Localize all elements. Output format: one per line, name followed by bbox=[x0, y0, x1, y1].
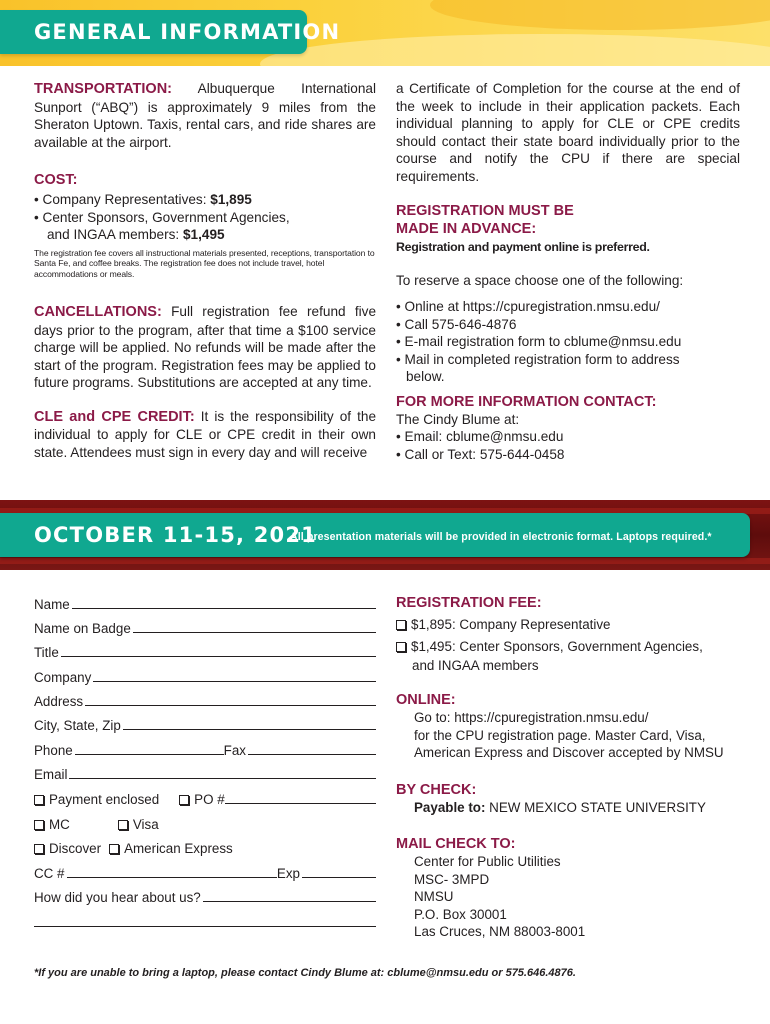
transportation-text: Albuquerque International Sunport (“ABQ”) is approximately 9 miles from the Sheraton Uptown. Taxis, rental cars, and ride shares are available at the airport. bbox=[34, 81, 376, 150]
cost-item-sponsor-line2 bbox=[34, 226, 376, 244]
name-on-badge-field[interactable] bbox=[34, 616, 376, 636]
page-title: GENERAL INFORMATION bbox=[34, 20, 341, 44]
cost-item-company-label: • Company Representatives: bbox=[34, 192, 211, 207]
visa-label: Visa bbox=[132, 817, 159, 832]
amex-option[interactable] bbox=[109, 841, 233, 856]
cle-text: It is the responsibility of the individual to apply for CLE or CPE credit in their own state. Attendees must sign in every day and will receive bbox=[34, 408, 376, 460]
event-note: All presentation materials will be provided in electronic format. Laptops required.* bbox=[290, 531, 712, 543]
event-dates: OCTOBER 11-15, 2021 bbox=[34, 523, 317, 547]
card-row-1 bbox=[34, 812, 376, 832]
payment-row bbox=[34, 787, 376, 807]
by-check-heading: BY CHECK: bbox=[396, 781, 477, 798]
fee-option-sponsor[interactable] bbox=[396, 638, 703, 656]
registration-fee-heading: REGISTRATION FEE: bbox=[396, 595, 542, 611]
registration-advance-heading-line2: MADE IN ADVANCE: bbox=[396, 221, 537, 237]
how-heard-field[interactable] bbox=[34, 885, 376, 905]
cost-item-sponsor-label: and INGAA members: bbox=[47, 227, 183, 242]
registration-info bbox=[396, 594, 740, 941]
payable-to bbox=[396, 799, 740, 817]
phone-fax-row bbox=[34, 738, 376, 758]
exp-label: Exp bbox=[276, 866, 300, 881]
visa-option[interactable] bbox=[118, 817, 159, 832]
more-info-name: The Cindy Blume at: bbox=[396, 411, 520, 427]
po-option[interactable] bbox=[179, 792, 225, 807]
fee-company-label: $1,895: Company Representative bbox=[411, 617, 611, 632]
fax-line[interactable] bbox=[248, 742, 376, 755]
visa-checkbox[interactable] bbox=[118, 820, 128, 830]
discover-label: Discover bbox=[49, 841, 102, 856]
cost-heading: COST: bbox=[34, 172, 78, 188]
mail-line-1: Center for Public Utilities bbox=[414, 854, 561, 869]
band-stripe-bottom bbox=[0, 558, 770, 564]
name-on-badge-line[interactable] bbox=[133, 620, 376, 633]
mc-checkbox[interactable] bbox=[34, 820, 44, 830]
payment-enclosed-option[interactable] bbox=[34, 792, 159, 807]
po-label: PO # bbox=[194, 792, 225, 807]
name-line[interactable] bbox=[72, 596, 376, 609]
cle-heading: CLE and CPE CREDIT: bbox=[34, 408, 195, 425]
payable-to-label: Payable to: bbox=[414, 799, 486, 815]
name-label: Name bbox=[34, 597, 70, 612]
mc-option[interactable] bbox=[34, 817, 70, 832]
mail-line-4: P.O. Box 30001 bbox=[414, 906, 507, 922]
card-row-2 bbox=[34, 836, 376, 856]
name-field[interactable] bbox=[34, 592, 376, 612]
email-field[interactable] bbox=[34, 762, 376, 782]
more-info-heading: FOR MORE INFORMATION CONTACT: bbox=[396, 393, 657, 410]
reserve-option-mail: • Mail in completed registration form to address bbox=[396, 351, 680, 367]
reserve-intro: To reserve a space choose one of the following: bbox=[396, 272, 684, 288]
fee-company-checkbox[interactable] bbox=[396, 620, 406, 630]
online-line2: for the CPU registration page. Master Card, Visa, bbox=[414, 727, 706, 743]
cle-section bbox=[34, 408, 376, 462]
mail-line-5: Las Cruces, NM 88003-8001 bbox=[414, 924, 586, 939]
city-state-zip-line[interactable] bbox=[123, 717, 376, 730]
online-line3: American Express and Discover accepted by NMSU bbox=[414, 745, 724, 760]
mail-line-3: NMSU bbox=[414, 889, 454, 904]
city-state-zip-label: City, State, Zip bbox=[34, 718, 121, 733]
cc-label: CC # bbox=[34, 866, 65, 881]
email-label: Email bbox=[34, 767, 68, 782]
address-line[interactable] bbox=[85, 693, 376, 706]
mc-label: MC bbox=[49, 817, 70, 832]
title-label: Title bbox=[34, 645, 59, 660]
payment-enclosed-checkbox[interactable] bbox=[34, 795, 44, 805]
amex-checkbox[interactable] bbox=[109, 844, 119, 854]
fee-sponsor-label: $1,495: Center Sponsors, Government Agencies, bbox=[411, 639, 703, 655]
mail-check-heading: MAIL CHECK TO: bbox=[396, 836, 516, 852]
cancellations-heading: CANCELLATIONS: bbox=[34, 304, 162, 320]
fee-sponsor-checkbox[interactable] bbox=[396, 642, 406, 652]
reserve-option-mail-cont: below. bbox=[406, 369, 445, 384]
reserve-option-email: • E-mail registration form to cblume@nmsu.edu bbox=[396, 334, 682, 349]
info-left-column bbox=[34, 80, 376, 461]
info-right-column bbox=[396, 80, 740, 463]
cost-item-sponsor-price: $1,495 bbox=[183, 227, 225, 242]
name-on-badge-label: Name on Badge bbox=[34, 621, 131, 636]
po-line[interactable] bbox=[225, 791, 376, 804]
payment-enclosed-label: Payment enclosed bbox=[49, 792, 160, 807]
banner-swoosh-dark bbox=[430, 0, 770, 30]
cc-line[interactable] bbox=[67, 865, 277, 878]
transportation-section bbox=[34, 80, 376, 151]
title-field[interactable] bbox=[34, 640, 376, 660]
how-heard-extra-line[interactable] bbox=[34, 914, 376, 927]
phone-label: Phone bbox=[34, 743, 73, 758]
po-checkbox[interactable] bbox=[179, 795, 189, 805]
cost-item-company-price: $1,895 bbox=[210, 192, 252, 207]
email-line[interactable] bbox=[69, 766, 376, 779]
company-label: Company bbox=[34, 670, 92, 685]
cle-text-continued: a Certificate of Completion for the course at the end of the week to include in their application packets. Each individual planning to apply for CLE or CPE credits should contact their state board individually prior to the course and notify the CPU if there are special requirements. bbox=[396, 81, 740, 184]
reserve-option-call: • Call 575-646-4876 bbox=[396, 316, 517, 332]
cc-exp-row bbox=[34, 861, 376, 881]
amex-label: American Express bbox=[124, 841, 233, 856]
city-state-zip-field[interactable] bbox=[34, 713, 376, 733]
phone-line[interactable] bbox=[75, 742, 224, 755]
company-field[interactable] bbox=[34, 665, 376, 685]
how-heard-line[interactable] bbox=[203, 889, 376, 902]
title-line[interactable] bbox=[61, 644, 376, 657]
registration-advance-heading-line1: REGISTRATION MUST BE bbox=[396, 203, 574, 219]
cost-item-sponsor-line1: • Center Sponsors, Government Agencies, bbox=[34, 209, 290, 225]
cost-item-company bbox=[34, 191, 376, 209]
online-line1: Go to: https://cpuregistration.nmsu.edu/ bbox=[414, 710, 649, 725]
payable-to-value: NEW MEXICO STATE UNIVERSITY bbox=[485, 799, 706, 815]
discover-option[interactable] bbox=[34, 841, 101, 856]
registration-preferred: Registration and payment online is preferred. bbox=[396, 240, 650, 254]
fee-sponsor-label-cont: and INGAA members bbox=[412, 657, 539, 673]
fax-label: Fax bbox=[223, 743, 246, 758]
exp-line[interactable] bbox=[302, 865, 376, 878]
cancellations-text: Full registration fee refund five days prior to the program, after that time a $100 service charge will be applied. No refunds will be made after the start of the program. Registration fees may be applied to future programs. Substitutions are accepted at any time. bbox=[34, 304, 376, 390]
discover-checkbox[interactable] bbox=[34, 844, 44, 854]
fee-option-company[interactable] bbox=[396, 616, 611, 634]
address-field[interactable] bbox=[34, 689, 376, 709]
cost-fine-print: The registration fee covers all instructional materials presented, receptions, transportation to Santa Fe, and coffee breaks. The registration fee does not include travel, hotel accommodations or meals. bbox=[34, 247, 375, 279]
how-heard-label: How did you hear about us? bbox=[34, 890, 201, 905]
reserve-option-online: • Online at https://cpuregistration.nmsu.edu/ bbox=[396, 299, 660, 314]
mail-line-2: MSC- 3MPD bbox=[414, 871, 490, 887]
more-info-email: • Email: cblume@nmsu.edu bbox=[396, 429, 564, 444]
address-label: Address bbox=[34, 694, 84, 709]
how-heard-extra-field[interactable] bbox=[34, 910, 376, 930]
transportation-heading: TRANSPORTATION: bbox=[34, 81, 173, 97]
laptop-footnote: *If you are unable to bring a laptop, please contact Cindy Blume at: cblume@nmsu.edu or 575.646.4876. bbox=[34, 967, 576, 979]
company-line[interactable] bbox=[93, 669, 376, 682]
more-info-phone: • Call or Text: 575-644-0458 bbox=[396, 446, 565, 462]
online-heading: ONLINE: bbox=[396, 692, 456, 708]
cancellations-section bbox=[34, 303, 376, 392]
